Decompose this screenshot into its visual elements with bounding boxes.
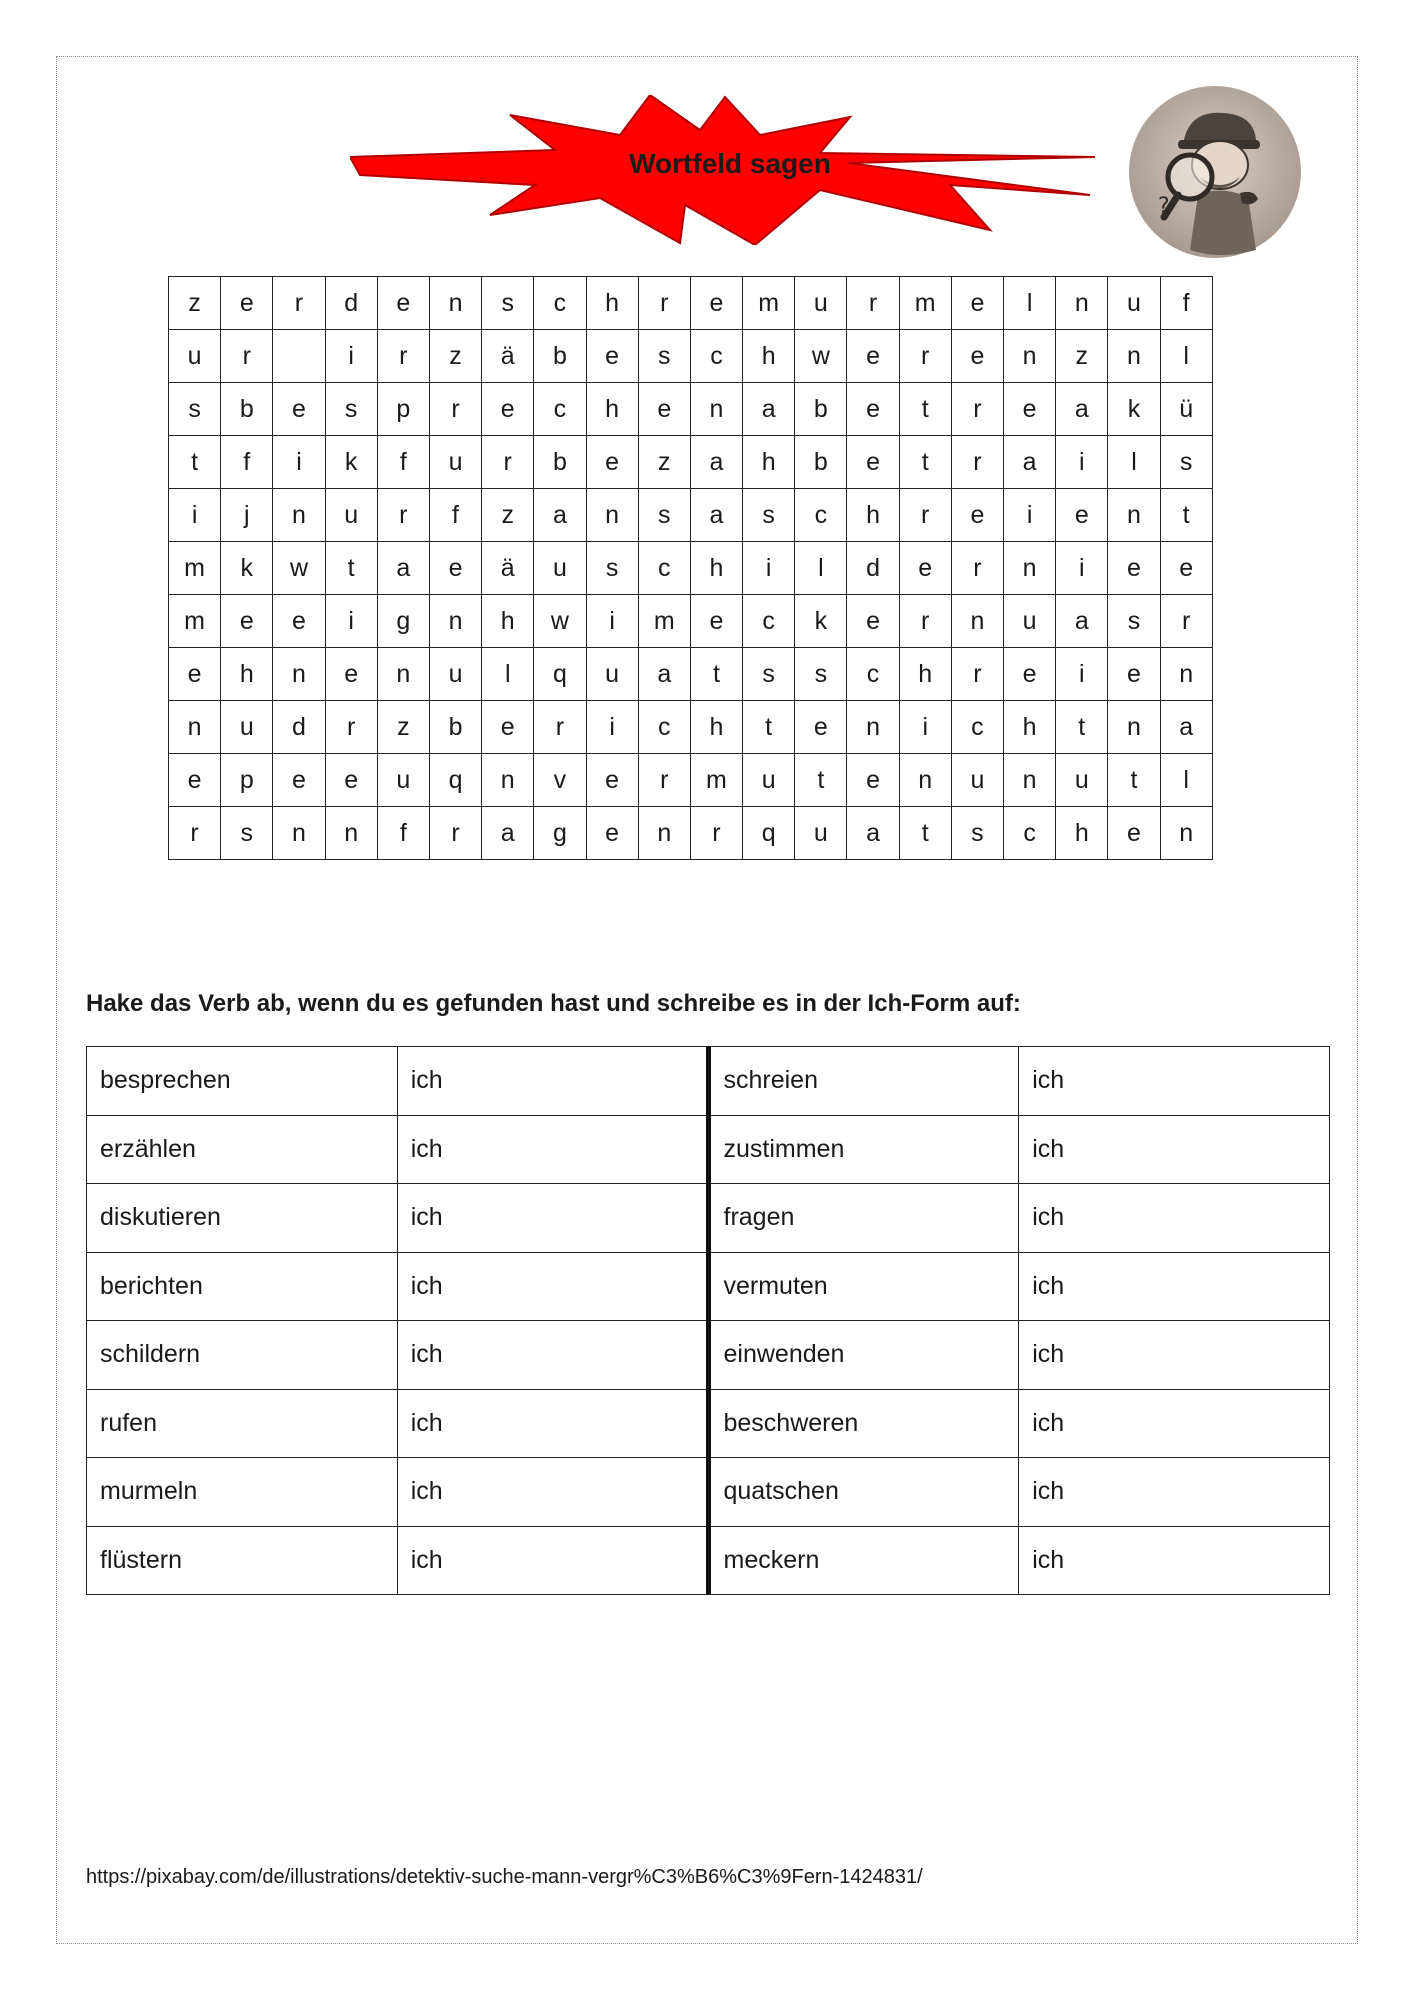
grid-cell[interactable]: r <box>377 330 429 383</box>
detective-magnifier-icon <box>1128 85 1303 260</box>
grid-cell[interactable]: i <box>1056 542 1108 595</box>
grid-cell[interactable]: k <box>325 436 377 489</box>
verb-cell: schreien <box>708 1047 1019 1116</box>
grid-cell[interactable]: l <box>1160 330 1212 383</box>
verb-cell: rufen <box>87 1389 398 1458</box>
verb-cell: beschweren <box>708 1389 1019 1458</box>
grid-cell[interactable]: e <box>325 754 377 807</box>
ich-form-cell[interactable]: ich <box>1019 1252 1330 1321</box>
grid-cell[interactable]: s <box>743 489 795 542</box>
verb-cell: einwenden <box>708 1321 1019 1390</box>
grid-cell[interactable]: e <box>1108 648 1160 701</box>
grid-cell[interactable]: u <box>377 754 429 807</box>
grid-cell[interactable]: l <box>482 648 534 701</box>
grid-cell[interactable]: n <box>169 701 221 754</box>
grid-cell[interactable]: u <box>586 648 638 701</box>
grid-cell[interactable]: e <box>273 595 325 648</box>
grid-row <box>169 754 1213 807</box>
grid-cell[interactable]: a <box>1004 436 1056 489</box>
grid-cell[interactable]: r <box>377 489 429 542</box>
grid-cell[interactable]: l <box>795 542 847 595</box>
grid-row <box>169 489 1213 542</box>
grid-cell[interactable]: n <box>273 648 325 701</box>
grid-row <box>169 330 1213 383</box>
grid-cell[interactable]: e <box>482 383 534 436</box>
grid-cell[interactable]: e <box>951 330 1003 383</box>
grid-cell[interactable]: n <box>1160 807 1212 860</box>
verb-cell: flüstern <box>87 1526 398 1595</box>
grid-cell[interactable]: m <box>169 595 221 648</box>
grid-cell[interactable]: i <box>273 436 325 489</box>
grid-cell[interactable]: a <box>743 383 795 436</box>
grid-cell[interactable]: m <box>638 595 690 648</box>
grid-cell[interactable]: n <box>325 807 377 860</box>
grid-cell[interactable]: q <box>534 648 586 701</box>
grid-cell[interactable]: i <box>169 489 221 542</box>
grid-cell[interactable]: e <box>482 701 534 754</box>
grid-cell[interactable]: t <box>690 648 742 701</box>
grid-cell[interactable]: n <box>899 754 951 807</box>
grid-cell[interactable]: f <box>429 489 481 542</box>
grid-row <box>169 701 1213 754</box>
verb-row <box>87 1252 1330 1321</box>
grid-cell[interactable]: e <box>325 648 377 701</box>
grid-cell[interactable]: a <box>482 807 534 860</box>
grid-cell[interactable]: c <box>847 648 899 701</box>
grid-cell[interactable]: q <box>429 754 481 807</box>
grid-row <box>169 277 1213 330</box>
ich-form-cell[interactable]: ich <box>397 1115 708 1184</box>
grid-cell[interactable]: n <box>951 595 1003 648</box>
grid-cell[interactable]: p <box>377 383 429 436</box>
ich-form-cell[interactable]: ich <box>1019 1526 1330 1595</box>
grid-cell[interactable]: r <box>169 807 221 860</box>
grid-cell[interactable]: s <box>1108 595 1160 648</box>
grid-cell[interactable]: e <box>273 754 325 807</box>
grid-cell[interactable]: n <box>1056 277 1108 330</box>
grid-cell[interactable]: n <box>1004 754 1056 807</box>
grid-cell[interactable]: e <box>847 595 899 648</box>
grid-cell[interactable]: e <box>1108 807 1160 860</box>
grid-cell[interactable]: u <box>534 542 586 595</box>
grid-cell[interactable]: c <box>743 595 795 648</box>
grid-cell[interactable]: u <box>325 489 377 542</box>
verb-cell: murmeln <box>87 1458 398 1527</box>
ich-form-cell[interactable]: ich <box>1019 1115 1330 1184</box>
grid-cell[interactable]: r <box>690 807 742 860</box>
grid-cell[interactable]: r <box>899 595 951 648</box>
verb-cell: berichten <box>87 1252 398 1321</box>
grid-cell[interactable]: s <box>169 383 221 436</box>
grid-cell[interactable]: h <box>899 648 951 701</box>
grid-cell[interactable]: s <box>638 489 690 542</box>
grid-cell[interactable]: t <box>899 383 951 436</box>
grid-cell[interactable]: e <box>1160 542 1212 595</box>
grid-row <box>169 807 1213 860</box>
verb-row <box>87 1184 1330 1253</box>
grid-cell[interactable]: c <box>638 542 690 595</box>
grid-cell[interactable]: j <box>221 489 273 542</box>
grid-cell[interactable]: a <box>534 489 586 542</box>
grid-cell[interactable]: t <box>1108 754 1160 807</box>
grid-row <box>169 648 1213 701</box>
grid-cell[interactable]: d <box>847 542 899 595</box>
grid-row <box>169 436 1213 489</box>
grid-cell[interactable]: e <box>586 807 638 860</box>
grid-cell[interactable]: n <box>273 807 325 860</box>
grid-cell[interactable]: r <box>638 754 690 807</box>
grid-cell[interactable]: u <box>1056 754 1108 807</box>
grid-row <box>169 595 1213 648</box>
grid-cell[interactable]: c <box>534 277 586 330</box>
grid-cell[interactable]: n <box>586 489 638 542</box>
grid-cell[interactable]: e <box>1108 542 1160 595</box>
grid-cell[interactable]: b <box>795 436 847 489</box>
grid-cell[interactable]: e <box>638 383 690 436</box>
verb-cell: vermuten <box>708 1252 1019 1321</box>
grid-cell[interactable]: n <box>1108 701 1160 754</box>
verb-cell: zustimmen <box>708 1115 1019 1184</box>
grid-cell[interactable]: e <box>847 754 899 807</box>
grid-cell[interactable]: n <box>1108 330 1160 383</box>
grid-cell[interactable]: l <box>1004 277 1056 330</box>
grid-cell[interactable]: u <box>1108 277 1160 330</box>
ich-form-cell[interactable]: ich <box>397 1321 708 1390</box>
grid-cell[interactable]: r <box>534 701 586 754</box>
grid-cell[interactable]: e <box>221 595 273 648</box>
grid-cell[interactable]: n <box>429 277 481 330</box>
grid-cell[interactable]: r <box>951 383 1003 436</box>
grid-cell[interactable]: t <box>899 807 951 860</box>
grid-cell[interactable]: b <box>221 383 273 436</box>
grid-cell[interactable]: e <box>951 277 1003 330</box>
grid-cell[interactable]: z <box>429 330 481 383</box>
verb-cell: schildern <box>87 1321 398 1390</box>
grid-cell[interactable]: u <box>429 436 481 489</box>
grid-cell[interactable]: c <box>951 701 1003 754</box>
grid-cell[interactable]: b <box>429 701 481 754</box>
grid-cell[interactable]: s <box>743 648 795 701</box>
grid-cell[interactable]: r <box>638 277 690 330</box>
grid-cell[interactable]: n <box>273 489 325 542</box>
grid-cell[interactable]: r <box>325 701 377 754</box>
ich-form-cell[interactable]: ich <box>1019 1184 1330 1253</box>
grid-cell[interactable]: a <box>1056 595 1108 648</box>
grid-cell[interactable]: b <box>795 383 847 436</box>
grid-cell[interactable]: h <box>690 701 742 754</box>
grid-cell[interactable]: a <box>1056 383 1108 436</box>
grid-cell[interactable]: a <box>638 648 690 701</box>
grid-cell[interactable]: e <box>847 436 899 489</box>
grid-cell[interactable]: u <box>951 754 1003 807</box>
ich-form-cell[interactable]: ich <box>397 1184 708 1253</box>
grid-cell[interactable]: e <box>1056 489 1108 542</box>
grid-cell[interactable]: a <box>690 436 742 489</box>
grid-cell[interactable]: r <box>847 277 899 330</box>
grid-cell[interactable]: e <box>1004 648 1056 701</box>
grid-cell[interactable]: q <box>743 807 795 860</box>
verb-row <box>87 1115 1330 1184</box>
grid-cell[interactable]: z <box>638 436 690 489</box>
grid-cell[interactable]: z <box>169 277 221 330</box>
grid-cell[interactable]: i <box>1056 648 1108 701</box>
grid-cell[interactable]: m <box>899 277 951 330</box>
grid-row <box>169 383 1213 436</box>
grid-cell[interactable]: t <box>169 436 221 489</box>
verb-cell: besprechen <box>87 1047 398 1116</box>
grid-cell[interactable]: t <box>899 436 951 489</box>
verb-cell: meckern <box>708 1526 1019 1595</box>
grid-cell[interactable]: u <box>221 701 273 754</box>
grid-cell[interactable]: u <box>169 330 221 383</box>
grid-cell[interactable]: n <box>638 807 690 860</box>
verb-row <box>87 1458 1330 1527</box>
verb-row <box>87 1526 1330 1595</box>
grid-cell[interactable]: e <box>690 277 742 330</box>
grid-cell[interactable]: n <box>429 595 481 648</box>
grid-cell[interactable]: i <box>1004 489 1056 542</box>
grid-cell[interactable]: m <box>169 542 221 595</box>
grid-cell[interactable]: f <box>1160 277 1212 330</box>
grid-cell[interactable]: k <box>795 595 847 648</box>
grid-cell[interactable]: r <box>429 383 481 436</box>
verb-cell: fragen <box>708 1184 1019 1253</box>
grid-cell[interactable]: h <box>847 489 899 542</box>
grid-cell[interactable]: e <box>586 754 638 807</box>
grid-cell[interactable]: l <box>1160 754 1212 807</box>
grid-cell[interactable]: w <box>273 542 325 595</box>
grid-cell[interactable]: m <box>743 277 795 330</box>
grid-cell[interactable]: h <box>743 436 795 489</box>
grid-cell[interactable]: e <box>690 595 742 648</box>
grid-cell[interactable]: h <box>221 648 273 701</box>
grid-cell[interactable]: h <box>586 277 638 330</box>
grid-cell[interactable]: s <box>586 542 638 595</box>
grid-cell[interactable]: r <box>429 807 481 860</box>
grid-cell[interactable]: k <box>1108 383 1160 436</box>
grid-cell[interactable]: c <box>638 701 690 754</box>
grid-cell[interactable]: n <box>847 701 899 754</box>
ich-form-cell[interactable]: ich <box>1019 1389 1330 1458</box>
grid-cell[interactable]: t <box>325 542 377 595</box>
grid-cell[interactable]: e <box>899 542 951 595</box>
ich-form-cell[interactable]: ich <box>397 1526 708 1595</box>
grid-cell[interactable]: h <box>1056 807 1108 860</box>
instruction-text: Hake das Verb ab, wenn du es gefunden hast und schreibe es in der Ich-Form auf: <box>86 990 1021 1017</box>
grid-cell[interactable]: r <box>899 330 951 383</box>
grid-cell[interactable]: n <box>690 383 742 436</box>
verb-row <box>87 1389 1330 1458</box>
grid-cell[interactable]: f <box>377 436 429 489</box>
grid-cell[interactable]: e <box>847 383 899 436</box>
grid-cell[interactable]: s <box>325 383 377 436</box>
grid-cell[interactable]: h <box>690 542 742 595</box>
grid-cell[interactable]: e <box>377 277 429 330</box>
grid-cell[interactable]: m <box>690 754 742 807</box>
grid-cell[interactable]: h <box>482 595 534 648</box>
grid-cell[interactable]: ü <box>1160 383 1212 436</box>
grid-cell[interactable]: n <box>1004 330 1056 383</box>
ich-form-cell[interactable]: ich <box>1019 1321 1330 1390</box>
grid-cell[interactable]: e <box>169 754 221 807</box>
grid-cell[interactable]: c <box>1004 807 1056 860</box>
grid-cell[interactable]: d <box>325 277 377 330</box>
grid-cell[interactable]: r <box>951 542 1003 595</box>
grid-cell[interactable]: v <box>534 754 586 807</box>
grid-cell[interactable]: s <box>951 807 1003 860</box>
grid-cell[interactable]: e <box>586 330 638 383</box>
grid-cell[interactable]: b <box>534 436 586 489</box>
grid-cell[interactable]: t <box>743 701 795 754</box>
grid-cell[interactable]: r <box>273 277 325 330</box>
verb-row <box>87 1047 1330 1116</box>
grid-cell[interactable]: p <box>221 754 273 807</box>
grid-cell[interactable]: u <box>795 807 847 860</box>
grid-cell[interactable]: a <box>847 807 899 860</box>
verb-cell: diskutieren <box>87 1184 398 1253</box>
grid-cell[interactable]: k <box>221 542 273 595</box>
grid-cell[interactable]: e <box>169 648 221 701</box>
grid-cell[interactable]: e <box>221 277 273 330</box>
grid-cell[interactable]: e <box>847 330 899 383</box>
ich-form-cell[interactable]: ich <box>397 1252 708 1321</box>
grid-cell[interactable]: e <box>429 542 481 595</box>
grid-cell[interactable]: ä <box>482 330 534 383</box>
ich-form-cell[interactable]: ich <box>397 1389 708 1458</box>
grid-cell[interactable]: u <box>743 754 795 807</box>
grid-cell[interactable]: h <box>743 330 795 383</box>
grid-cell[interactable]: b <box>534 330 586 383</box>
grid-cell[interactable]: n <box>1004 542 1056 595</box>
grid-cell[interactable]: r <box>482 436 534 489</box>
grid-cell[interactable]: s <box>221 807 273 860</box>
grid-cell[interactable]: g <box>534 807 586 860</box>
grid-cell[interactable]: t <box>1160 489 1212 542</box>
grid-cell[interactable]: r <box>1160 595 1212 648</box>
grid-cell[interactable]: n <box>482 754 534 807</box>
grid-cell[interactable]: i <box>586 595 638 648</box>
grid-cell[interactable]: h <box>586 383 638 436</box>
grid-cell[interactable]: z <box>482 489 534 542</box>
grid-cell[interactable]: e <box>586 436 638 489</box>
worksheet-title: Wortfeld sagen <box>629 148 831 179</box>
grid-cell[interactable]: f <box>221 436 273 489</box>
grid-cell[interactable]: r <box>221 330 273 383</box>
ich-form-cell[interactable]: ich <box>397 1047 708 1116</box>
grid-cell[interactable]: i <box>1056 436 1108 489</box>
verb-row <box>87 1321 1330 1390</box>
verb-cell: erzählen <box>87 1115 398 1184</box>
source-url[interactable]: https://pixabay.com/de/illustrations/detektiv-suche-mann-vergr%C3%B6%C3%9Fern-1424831/ <box>86 1866 923 1888</box>
grid-cell[interactable]: c <box>795 489 847 542</box>
grid-cell[interactable]: w <box>795 330 847 383</box>
grid-cell[interactable]: e <box>795 701 847 754</box>
grid-cell[interactable]: t <box>1056 701 1108 754</box>
grid-cell[interactable]: u <box>1004 595 1056 648</box>
grid-cell[interactable]: a <box>690 489 742 542</box>
grid-cell[interactable]: i <box>586 701 638 754</box>
grid-cell[interactable]: c <box>534 383 586 436</box>
grid-cell[interactable]: l <box>1108 436 1160 489</box>
grid-cell[interactable]: r <box>899 489 951 542</box>
grid-row <box>169 542 1213 595</box>
grid-cell[interactable]: e <box>951 489 1003 542</box>
grid-cell[interactable]: i <box>325 330 377 383</box>
grid-cell[interactable]: i <box>325 595 377 648</box>
grid-cell[interactable]: s <box>795 648 847 701</box>
grid-cell[interactable]: s <box>638 330 690 383</box>
grid-cell[interactable]: g <box>377 595 429 648</box>
verb-table <box>86 1046 1330 1595</box>
grid-cell[interactable]: e <box>273 383 325 436</box>
grid-cell[interactable]: h <box>1004 701 1056 754</box>
grid-cell[interactable]: ä <box>482 542 534 595</box>
grid-cell[interactable]: d <box>273 701 325 754</box>
grid-cell[interactable]: i <box>743 542 795 595</box>
grid-cell[interactable]: c <box>690 330 742 383</box>
grid-cell[interactable]: w <box>534 595 586 648</box>
grid-cell[interactable]: e <box>1004 383 1056 436</box>
grid-cell[interactable]: n <box>1108 489 1160 542</box>
svg-text:?: ? <box>1158 194 1170 219</box>
ich-form-cell[interactable]: ich <box>1019 1047 1330 1116</box>
grid-cell[interactable]: r <box>951 648 1003 701</box>
grid-cell[interactable]: n <box>377 648 429 701</box>
grid-cell[interactable]: f <box>377 807 429 860</box>
grid-cell[interactable] <box>273 330 325 383</box>
grid-cell[interactable]: s <box>1160 436 1212 489</box>
grid-cell[interactable]: i <box>899 701 951 754</box>
ich-form-cell[interactable]: ich <box>397 1458 708 1527</box>
grid-cell[interactable]: s <box>482 277 534 330</box>
word-search-grid <box>168 276 1213 860</box>
grid-cell[interactable]: z <box>377 701 429 754</box>
grid-cell[interactable]: a <box>1160 701 1212 754</box>
grid-cell[interactable]: a <box>377 542 429 595</box>
grid-cell[interactable]: r <box>951 436 1003 489</box>
ich-form-cell[interactable]: ich <box>1019 1458 1330 1527</box>
grid-cell[interactable]: n <box>1160 648 1212 701</box>
grid-cell[interactable]: z <box>1056 330 1108 383</box>
grid-cell[interactable]: u <box>795 277 847 330</box>
verb-cell: quatschen <box>708 1458 1019 1527</box>
grid-cell[interactable]: u <box>429 648 481 701</box>
grid-cell[interactable]: t <box>795 754 847 807</box>
